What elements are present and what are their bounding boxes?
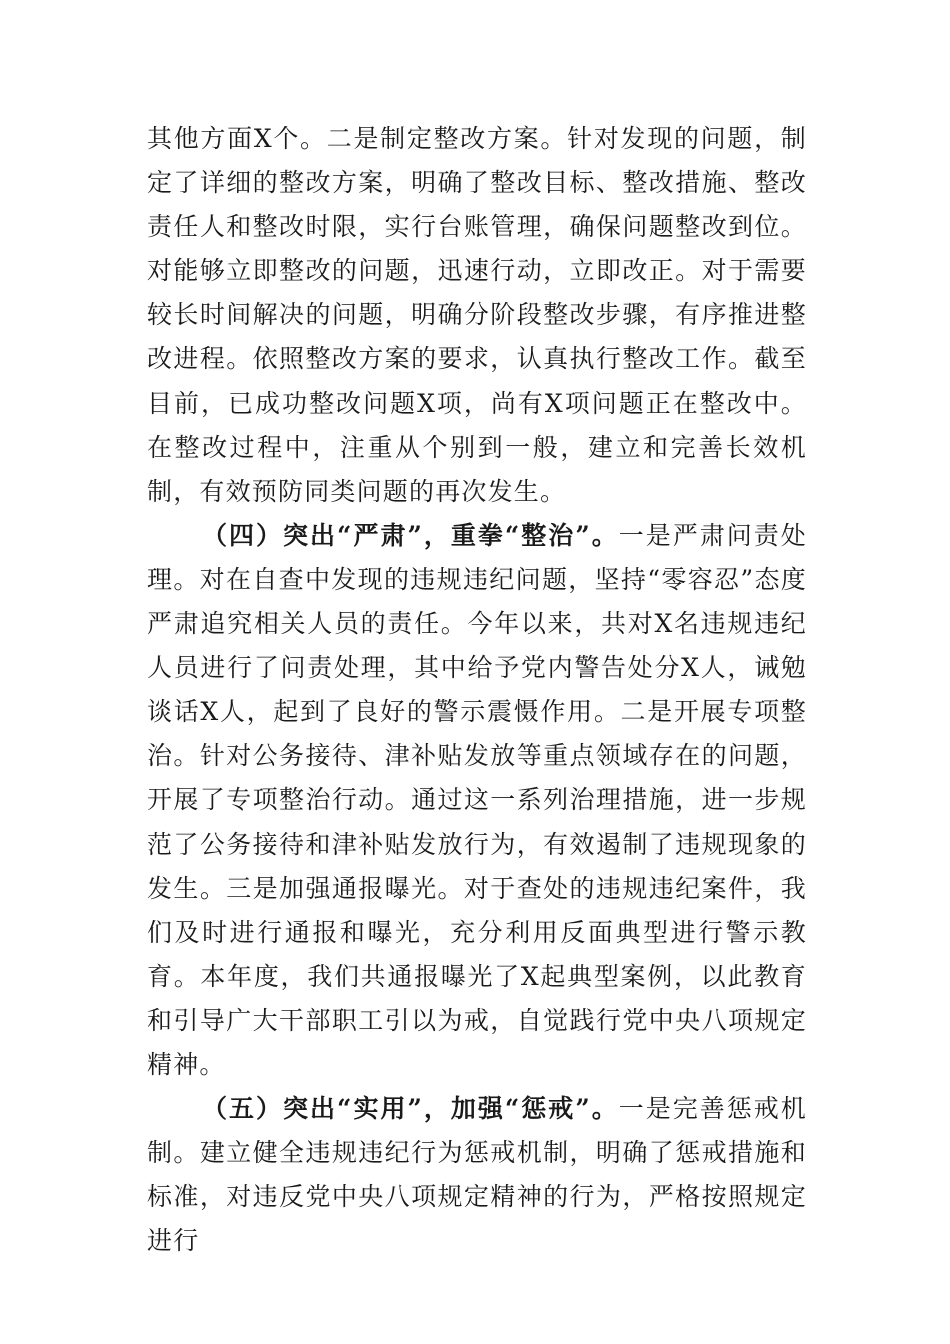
- document-body: [147, 117, 807, 1263]
- paragraph-section-5: [147, 1087, 807, 1263]
- section-heading-5: （五）突出“实用”，加强“惩戒”。: [202, 1094, 619, 1124]
- paragraph-text: 一是完善惩戒机制。建立健全违规违纪行为惩戒机制，明确了惩戒措施和标准，对违反党中央八项规定精神的行为，严格按照规定进行: [147, 1094, 808, 1256]
- section-heading-4: （四）突出“严肃”，重拳“整治”。: [202, 520, 619, 550]
- paragraph-section-4: [147, 514, 807, 1087]
- paragraph-text: 其他方面X个。二是制定整改方案。针对发现的问题，制定了详细的整改方案，明确了整改目标、整改措施、整改责任人和整改时限，实行台账管理，确保问题整改到位。对能够立即整改的问题，迅速行动，立即改正。对于需要较长时间解决的问题，明确分阶段整改步骤，有序推进整改进程。依照整改方案的要求，认真执行整改工作。截至目前，已成功整改问题X项，尚有X项问题正在整改中。在整改过程中，注重从个别到一般，建立和完善长效机制，有效预防同类问题的再次发生。: [147, 124, 807, 506]
- paragraph-text: 一是严肃问责处理。对在自查中发现的违规违纪问题，坚持“零容忍”态度严肃追究相关人员的责任。今年以来，共对X名违规违纪人员进行了问责处理，其中给予党内警告处分X人，诫勉谈话X人，起到了良好的警示震慑作用。二是开展专项整治。针对公务接待、津补贴发放等重点领域存在的问题，开展了专项整治行动。通过这一系列治理措施，进一步规范了公务接待和津补贴发放行为，有效遏制了违规现象的发生。三是加强通报曝光。对于查处的违规违纪案件，我们及时进行通报和曝光，充分利用反面典型进行警示教育。本年度，我们共通报曝光了X起典型案例，以此教育和引导广大干部职工引以为戒，自觉践行党中央八项规定精神。: [147, 520, 808, 1079]
- paragraph-continuation: [147, 117, 807, 514]
